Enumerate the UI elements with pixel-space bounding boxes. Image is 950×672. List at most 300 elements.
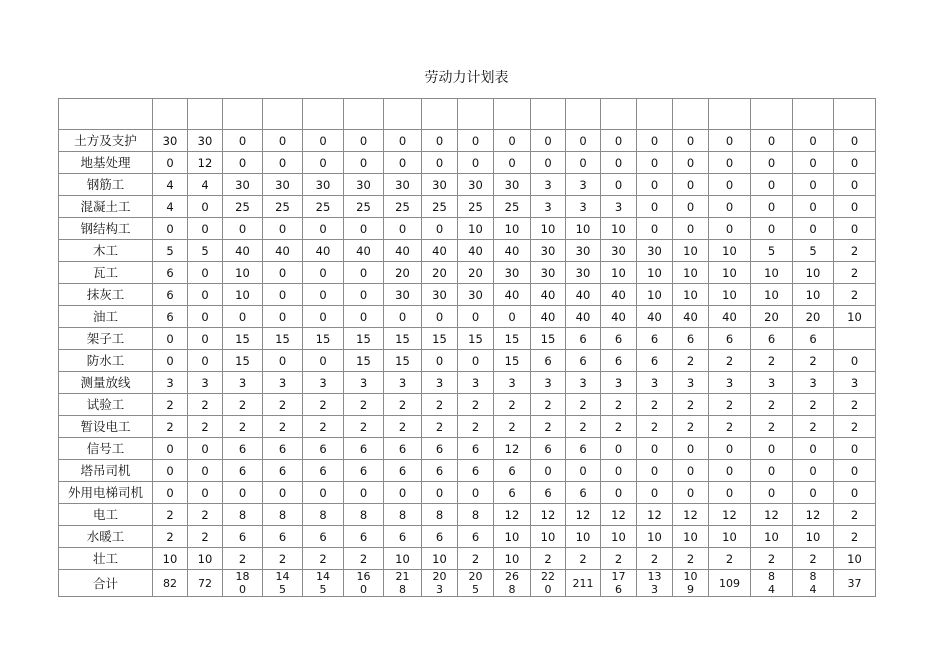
- table-row: [59, 262, 876, 284]
- header-cell: [531, 99, 566, 130]
- count-cell: 6: [494, 460, 531, 482]
- count-cell: 2: [793, 416, 834, 438]
- count-cell: 10: [834, 306, 876, 328]
- count-cell: 2: [153, 394, 188, 416]
- count-cell: 40: [458, 240, 494, 262]
- count-cell: 0: [153, 218, 188, 240]
- count-cell: 0: [458, 152, 494, 174]
- count-cell: 12: [751, 504, 793, 526]
- count-cell: 40: [531, 284, 566, 306]
- table-row: [59, 284, 876, 306]
- count-cell: 0: [709, 130, 751, 152]
- header-cell: [458, 99, 494, 130]
- count-cell: 2: [531, 394, 566, 416]
- count-cell: 0: [637, 482, 673, 504]
- header-cell: [188, 99, 223, 130]
- count-cell: 10: [601, 262, 637, 284]
- count-cell: 0: [601, 174, 637, 196]
- count-cell: 0: [303, 218, 344, 240]
- count-cell: 2: [263, 548, 303, 570]
- count-cell: 40: [303, 240, 344, 262]
- table-row: [59, 526, 876, 548]
- count-cell: 0: [709, 152, 751, 174]
- count-cell: 3: [384, 372, 422, 394]
- count-cell: 15: [344, 328, 384, 350]
- count-cell: 3: [793, 372, 834, 394]
- count-cell: 2: [188, 526, 223, 548]
- count-cell: 2: [566, 548, 601, 570]
- count-cell: 0: [344, 284, 384, 306]
- table-row: [59, 306, 876, 328]
- count-cell: 25: [458, 196, 494, 218]
- count-cell: 0: [793, 152, 834, 174]
- count-cell: 10: [531, 526, 566, 548]
- labor-type-label: 测量放线: [59, 372, 153, 394]
- table-row: [59, 152, 876, 174]
- count-cell: 2: [494, 416, 531, 438]
- count-cell: 2: [751, 416, 793, 438]
- count-cell: 0: [793, 174, 834, 196]
- count-cell: 0: [834, 350, 876, 372]
- count-cell: 2: [601, 394, 637, 416]
- count-cell: 0: [834, 438, 876, 460]
- count-cell: 30: [422, 174, 458, 196]
- count-cell: 0: [384, 306, 422, 328]
- labor-type-label: 合计: [59, 570, 153, 597]
- count-cell: 0: [834, 482, 876, 504]
- count-cell: 0: [709, 482, 751, 504]
- count-cell: 12: [709, 504, 751, 526]
- count-cell: 12: [531, 504, 566, 526]
- count-cell: 10: [793, 262, 834, 284]
- count-cell: 2: [834, 526, 876, 548]
- count-cell: 0: [153, 482, 188, 504]
- count-cell: 2: [751, 548, 793, 570]
- count-cell: 2: [384, 416, 422, 438]
- count-cell: 15: [263, 328, 303, 350]
- header-cell: [793, 99, 834, 130]
- count-cell: 12: [188, 152, 223, 174]
- count-cell: 72: [188, 570, 223, 597]
- count-cell: 0: [223, 306, 263, 328]
- count-cell: 6: [344, 526, 384, 548]
- count-cell: 3: [751, 372, 793, 394]
- count-cell: 10: [494, 218, 531, 240]
- count-cell: 0: [263, 482, 303, 504]
- count-cell: 20: [384, 262, 422, 284]
- count-cell: 30: [458, 284, 494, 306]
- count-cell: 8 4: [751, 570, 793, 597]
- count-cell: 10: [673, 262, 709, 284]
- count-cell: 2: [303, 416, 344, 438]
- count-cell: 0: [153, 152, 188, 174]
- count-cell: 3: [263, 372, 303, 394]
- count-cell: 6: [223, 526, 263, 548]
- count-cell: 10: [601, 526, 637, 548]
- header-cell: [223, 99, 263, 130]
- count-cell: 6: [223, 438, 263, 460]
- count-cell: 0: [223, 218, 263, 240]
- count-cell: 10: [709, 284, 751, 306]
- count-cell: 20: [458, 262, 494, 284]
- count-cell: 2: [153, 504, 188, 526]
- count-cell: 0: [384, 218, 422, 240]
- count-cell: 12: [601, 504, 637, 526]
- count-cell: 0: [223, 482, 263, 504]
- count-cell: 6: [422, 526, 458, 548]
- count-cell: 15: [384, 328, 422, 350]
- count-cell: 6: [751, 328, 793, 350]
- count-cell: 0: [458, 350, 494, 372]
- count-cell: 2: [793, 350, 834, 372]
- count-cell: 0: [384, 152, 422, 174]
- count-cell: 18 0: [223, 570, 263, 597]
- table-row: [59, 240, 876, 262]
- count-cell: 2: [709, 394, 751, 416]
- count-cell: 0: [673, 152, 709, 174]
- count-cell: 30: [566, 240, 601, 262]
- count-cell: 0: [188, 482, 223, 504]
- count-cell: 0: [263, 130, 303, 152]
- count-cell: 0: [566, 460, 601, 482]
- count-cell: 2: [709, 548, 751, 570]
- count-cell: 2: [673, 416, 709, 438]
- count-cell: 6: [566, 482, 601, 504]
- count-cell: 0: [458, 306, 494, 328]
- count-cell: 0: [422, 218, 458, 240]
- count-cell: 6: [263, 460, 303, 482]
- count-cell: 2: [344, 548, 384, 570]
- count-cell: 10: [709, 240, 751, 262]
- count-cell: 0: [303, 306, 344, 328]
- count-cell: 0: [344, 306, 384, 328]
- count-cell: 0: [601, 152, 637, 174]
- count-cell: 26 8: [494, 570, 531, 597]
- count-cell: 15: [531, 328, 566, 350]
- count-cell: 6: [223, 460, 263, 482]
- header-cell: [709, 99, 751, 130]
- count-cell: 10: [153, 548, 188, 570]
- count-cell: 10: [566, 526, 601, 548]
- count-cell: 15: [223, 328, 263, 350]
- count-cell: 3: [188, 372, 223, 394]
- table-row: [59, 350, 876, 372]
- count-cell: 5: [153, 240, 188, 262]
- count-cell: 2: [223, 394, 263, 416]
- count-cell: 8: [344, 504, 384, 526]
- count-cell: 2: [458, 416, 494, 438]
- count-cell: 3: [601, 196, 637, 218]
- count-cell: 3: [303, 372, 344, 394]
- count-cell: 8: [223, 504, 263, 526]
- header-cell: [59, 99, 153, 130]
- count-cell: 2: [566, 416, 601, 438]
- count-cell: 10: [601, 218, 637, 240]
- count-cell: 30: [494, 262, 531, 284]
- count-cell: 40: [566, 284, 601, 306]
- count-cell: 6: [673, 328, 709, 350]
- count-cell: 25: [384, 196, 422, 218]
- count-cell: 0: [344, 482, 384, 504]
- labor-type-label: 防水工: [59, 350, 153, 372]
- count-cell: 2: [422, 394, 458, 416]
- count-cell: 0: [566, 130, 601, 152]
- header-cell: [751, 99, 793, 130]
- count-cell: 2: [834, 240, 876, 262]
- count-cell: 2: [834, 394, 876, 416]
- count-cell: 2: [188, 416, 223, 438]
- labor-type-label: 壮工: [59, 548, 153, 570]
- count-cell: 2: [566, 394, 601, 416]
- count-cell: 20: [751, 306, 793, 328]
- count-cell: 2: [188, 504, 223, 526]
- count-cell: 40: [384, 240, 422, 262]
- count-cell: 10: [751, 526, 793, 548]
- count-cell: 0: [751, 152, 793, 174]
- labor-type-label: 抹灰工: [59, 284, 153, 306]
- count-cell: 0: [673, 460, 709, 482]
- labor-type-label: 塔吊司机: [59, 460, 153, 482]
- count-cell: 3: [531, 174, 566, 196]
- header-cell: [303, 99, 344, 130]
- count-cell: 15: [494, 328, 531, 350]
- count-cell: 2: [458, 548, 494, 570]
- count-cell: 40: [601, 284, 637, 306]
- count-cell: 0: [673, 196, 709, 218]
- count-cell: 0: [751, 438, 793, 460]
- count-cell: 0: [834, 460, 876, 482]
- count-cell: 3: [494, 372, 531, 394]
- count-cell: 0: [834, 130, 876, 152]
- count-cell: 2: [673, 350, 709, 372]
- count-cell: 6: [566, 328, 601, 350]
- count-cell: 0: [673, 438, 709, 460]
- count-cell: 0: [188, 218, 223, 240]
- table-row: [59, 394, 876, 416]
- count-cell: 10: [793, 284, 834, 306]
- count-cell: 30: [153, 130, 188, 152]
- count-cell: 8 4: [793, 570, 834, 597]
- count-cell: 8: [303, 504, 344, 526]
- count-cell: 30: [223, 174, 263, 196]
- labor-type-label: 外用电梯司机: [59, 482, 153, 504]
- count-cell: 6: [494, 482, 531, 504]
- count-cell: 2: [263, 394, 303, 416]
- count-cell: 2: [709, 350, 751, 372]
- table-row: [59, 416, 876, 438]
- count-cell: 2: [153, 526, 188, 548]
- count-cell: 0: [422, 306, 458, 328]
- count-cell: 0: [637, 174, 673, 196]
- count-cell: 40: [637, 306, 673, 328]
- total-row: [59, 570, 876, 597]
- count-cell: 0: [303, 350, 344, 372]
- count-cell: 40: [709, 306, 751, 328]
- count-cell: 3: [153, 372, 188, 394]
- count-cell: 10: [751, 284, 793, 306]
- count-cell: 10: [422, 548, 458, 570]
- header-cell: [384, 99, 422, 130]
- count-cell: 6: [458, 438, 494, 460]
- count-cell: 0: [188, 328, 223, 350]
- count-cell: 30: [458, 174, 494, 196]
- count-cell: 0: [751, 196, 793, 218]
- count-cell: 30: [263, 174, 303, 196]
- count-cell: 10 9: [673, 570, 709, 597]
- count-cell: 14 5: [263, 570, 303, 597]
- count-cell: 6: [531, 438, 566, 460]
- count-cell: 0: [303, 482, 344, 504]
- count-cell: 0: [834, 196, 876, 218]
- count-cell: 2: [834, 284, 876, 306]
- count-cell: 0: [263, 218, 303, 240]
- count-cell: 40: [344, 240, 384, 262]
- count-cell: 3: [601, 372, 637, 394]
- count-cell: 22 0: [531, 570, 566, 597]
- count-cell: 3: [531, 196, 566, 218]
- count-cell: 0: [834, 218, 876, 240]
- count-cell: 0: [494, 130, 531, 152]
- count-cell: 6: [303, 438, 344, 460]
- count-cell: 20 5: [458, 570, 494, 597]
- count-cell: 0: [793, 482, 834, 504]
- count-cell: 25: [303, 196, 344, 218]
- count-cell: 0: [601, 482, 637, 504]
- count-cell: 0: [637, 196, 673, 218]
- count-cell: 2: [422, 416, 458, 438]
- header-cell: [494, 99, 531, 130]
- count-cell: 6: [263, 526, 303, 548]
- count-cell: 0: [188, 460, 223, 482]
- count-cell: 6: [637, 350, 673, 372]
- count-cell: 0: [263, 262, 303, 284]
- page-title: 劳动力计划表: [424, 70, 509, 86]
- count-cell: 0: [531, 460, 566, 482]
- count-cell: 0: [637, 438, 673, 460]
- count-cell: 10: [531, 218, 566, 240]
- count-cell: 6: [303, 526, 344, 548]
- count-cell: 3: [637, 372, 673, 394]
- count-cell: 3: [458, 372, 494, 394]
- count-cell: 6: [566, 350, 601, 372]
- count-cell: 6: [458, 526, 494, 548]
- count-cell: 0: [834, 152, 876, 174]
- count-cell: 40: [566, 306, 601, 328]
- count-cell: 8: [263, 504, 303, 526]
- count-cell: 0: [637, 218, 673, 240]
- count-cell: 0: [263, 284, 303, 306]
- count-cell: 211: [566, 570, 601, 597]
- count-cell: 5: [793, 240, 834, 262]
- header-cell: [601, 99, 637, 130]
- count-cell: 2: [188, 394, 223, 416]
- count-cell: 3: [344, 372, 384, 394]
- count-cell: 15: [384, 350, 422, 372]
- count-cell: 0: [223, 152, 263, 174]
- count-cell: 10: [673, 526, 709, 548]
- count-cell: 15: [494, 350, 531, 372]
- count-cell: 3: [531, 372, 566, 394]
- count-cell: 2: [384, 394, 422, 416]
- count-cell: 2: [793, 394, 834, 416]
- header-cell: [422, 99, 458, 130]
- count-cell: 2: [344, 416, 384, 438]
- count-cell: 10: [637, 526, 673, 548]
- count-cell: 6: [637, 328, 673, 350]
- count-cell: 3: [566, 196, 601, 218]
- count-cell: 0: [531, 152, 566, 174]
- count-cell: 25: [422, 196, 458, 218]
- count-cell: 10: [384, 548, 422, 570]
- count-cell: 20 3: [422, 570, 458, 597]
- count-cell: [834, 328, 876, 350]
- count-cell: 0: [673, 482, 709, 504]
- header-cell: [637, 99, 673, 130]
- count-cell: 3: [709, 372, 751, 394]
- count-cell: 15: [422, 328, 458, 350]
- labor-type-label: 试验工: [59, 394, 153, 416]
- count-cell: 0: [793, 460, 834, 482]
- count-cell: 4: [153, 174, 188, 196]
- count-cell: 2: [834, 262, 876, 284]
- count-cell: 0: [188, 262, 223, 284]
- count-cell: 0: [673, 130, 709, 152]
- count-cell: 0: [344, 262, 384, 284]
- count-cell: 40: [422, 240, 458, 262]
- count-cell: 0: [263, 306, 303, 328]
- count-cell: 0: [751, 218, 793, 240]
- count-cell: 0: [793, 196, 834, 218]
- count-cell: 17 6: [601, 570, 637, 597]
- count-cell: 2: [303, 548, 344, 570]
- count-cell: 0: [709, 438, 751, 460]
- count-cell: 0: [751, 130, 793, 152]
- count-cell: 6: [793, 328, 834, 350]
- count-cell: 8: [458, 504, 494, 526]
- count-cell: 2: [344, 394, 384, 416]
- count-cell: 0: [303, 284, 344, 306]
- count-cell: 0: [153, 328, 188, 350]
- table-row: [59, 504, 876, 526]
- table-row: [59, 460, 876, 482]
- count-cell: 10: [458, 218, 494, 240]
- count-cell: 30: [566, 262, 601, 284]
- table-body: [59, 99, 876, 597]
- table-row: [59, 130, 876, 152]
- count-cell: 8: [384, 504, 422, 526]
- count-cell: 2: [601, 416, 637, 438]
- count-cell: 0: [344, 152, 384, 174]
- table-row: [59, 438, 876, 460]
- count-cell: 40: [263, 240, 303, 262]
- count-cell: 8: [422, 504, 458, 526]
- labor-type-label: 钢结构工: [59, 218, 153, 240]
- count-cell: 10: [494, 526, 531, 548]
- count-cell: 0: [188, 306, 223, 328]
- labor-type-label: 瓦工: [59, 262, 153, 284]
- count-cell: 6: [531, 482, 566, 504]
- count-cell: 0: [188, 350, 223, 372]
- count-cell: 2: [834, 416, 876, 438]
- header-cell: [566, 99, 601, 130]
- count-cell: 2: [673, 394, 709, 416]
- count-cell: 0: [709, 174, 751, 196]
- count-cell: 40: [531, 306, 566, 328]
- count-cell: 10: [673, 284, 709, 306]
- header-cell: [263, 99, 303, 130]
- count-cell: 0: [422, 482, 458, 504]
- count-cell: 0: [494, 152, 531, 174]
